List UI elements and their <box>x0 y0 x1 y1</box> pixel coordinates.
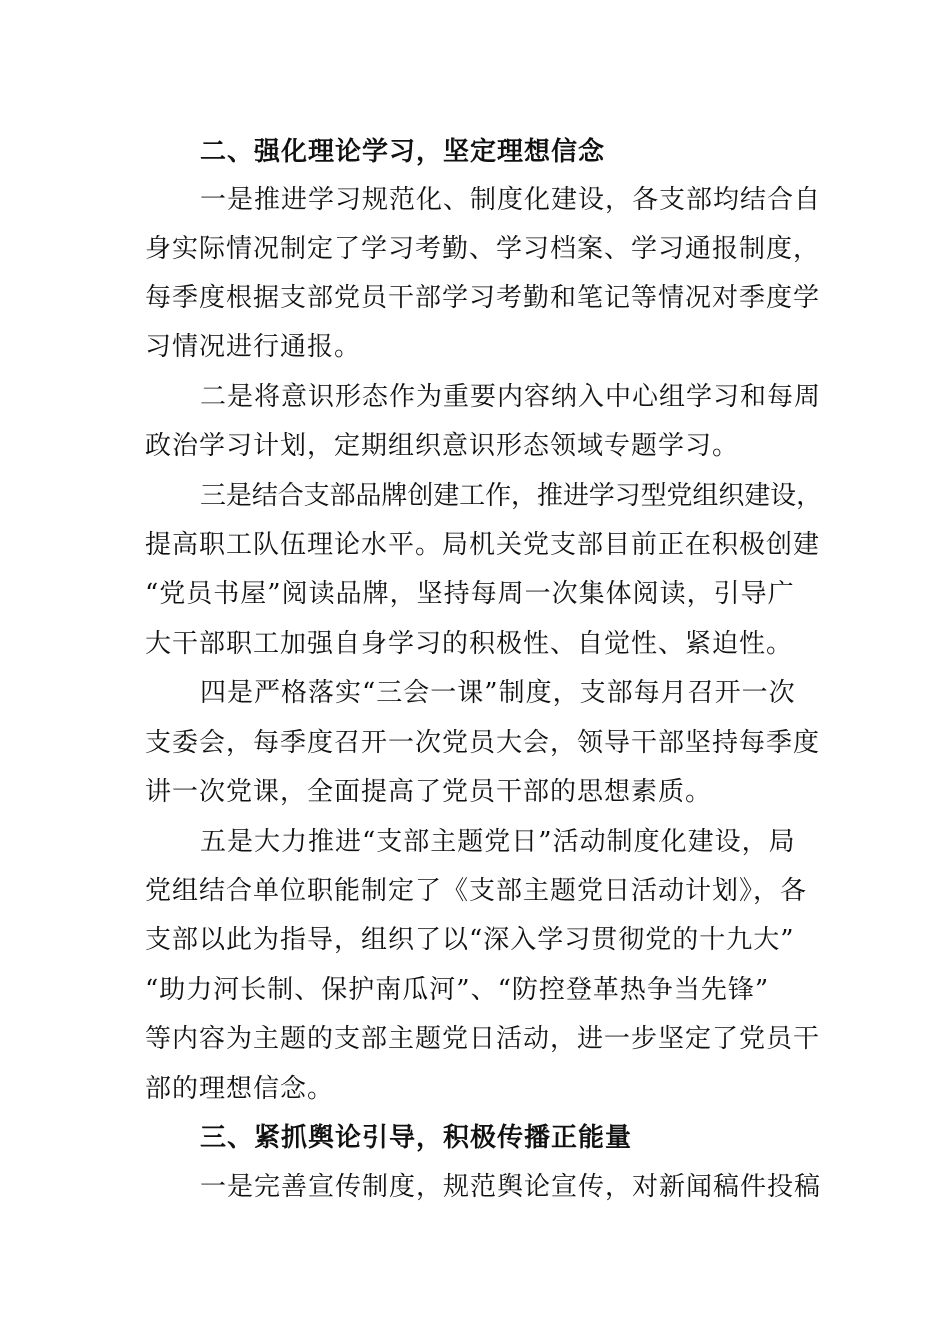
paragraph-line: 身实际情况制定了学习考勤、学习档案、学习通报制度， <box>145 234 821 264</box>
paragraph-line: 二是将意识形态作为重要内容纳入中心组学习和每周 <box>200 382 822 412</box>
paragraph-line: 每季度根据支部党员干部学习考勤和笔记等情况对季度学 <box>145 283 821 313</box>
paragraph-line: 政治学习计划，定期组织意识形态领域专题学习。 <box>145 431 740 461</box>
paragraph-line: 习情况进行通报。 <box>145 332 362 362</box>
paragraph-line: 等内容为主题的支部主题党日活动，进一步坚定了党员干 <box>145 1024 821 1054</box>
paragraph-line: 支委会，每季度召开一次党员大会，领导干部坚持每季度 <box>145 728 821 758</box>
paragraph-line: 支部以此为指导，组织了以“深入学习贯彻党的十九大” <box>145 925 795 955</box>
paragraph-line: 讲一次党课，全面提高了党员干部的思想素质。 <box>145 777 713 807</box>
paragraph-line: 部的理想信念。 <box>145 1074 335 1104</box>
paragraph-line: 一是完善宣传制度，规范舆论宣传，对新闻稿件投稿 <box>200 1172 822 1202</box>
paragraph-line: 四是严格落实“三会一课”制度，支部每月召开一次 <box>200 678 796 708</box>
paragraph-line: 三是结合支部品牌创建工作，推进学习型党组织建设， <box>200 481 823 511</box>
paragraph-line: 提高职工队伍理论水平。局机关党支部目前正在积极创建 <box>145 530 821 560</box>
section-heading-3: 三、紧抓舆论引导，积极传播正能量 <box>200 1123 633 1153</box>
paragraph-line: 一是推进学习规范化、制度化建设，各支部均结合自 <box>200 185 822 215</box>
paragraph-line: 五是大力推进“支部主题党日”活动制度化建设，局 <box>200 827 796 857</box>
section-heading-2: 二、强化理论学习，坚定理想信念 <box>200 137 606 167</box>
paragraph-line: “党员书屋”阅读品牌，坚持每周一次集体阅读，引导广 <box>145 579 795 609</box>
paragraph-line: 大干部职工加强自身学习的积极性、自觉性、紧迫性。 <box>145 629 794 659</box>
paragraph-line: “助力河长制、保护南瓜河”、“防控登革热争当先锋” <box>145 975 770 1005</box>
paragraph-line: 党组结合单位职能制定了《支部主题党日活动计划》，各 <box>145 876 808 906</box>
